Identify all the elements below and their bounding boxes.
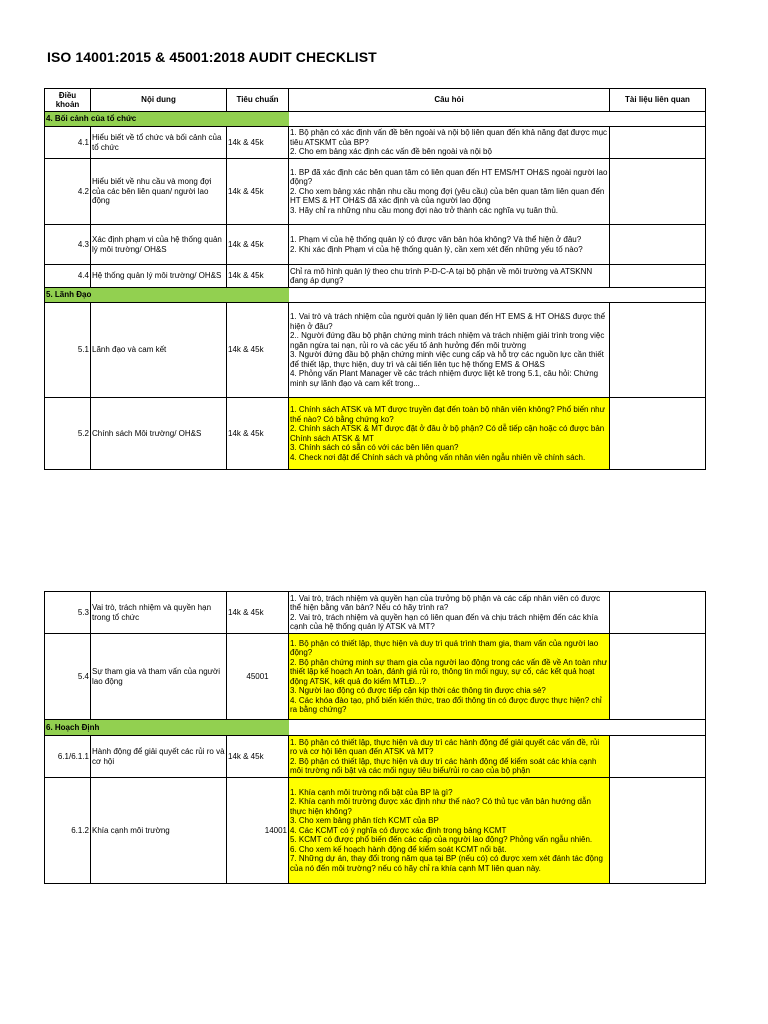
section-row [45,720,706,736]
question-cell [289,127,610,159]
clause-cell: 4.2 [45,159,91,225]
docs-cell [610,303,706,398]
header-content: Nội dung [91,89,227,112]
content-cell: Hiểu biết về tổ chức và bối cảnh của tổ chức [91,127,227,159]
table-row [45,778,706,884]
table-row [45,265,706,288]
question-cell [289,736,610,778]
header-standard: Tiêu chuẩn [227,89,289,112]
question-line: 4. Check nơi đặt để Chính sách và phỏng vấn nhân viên ngẫu nhiên về chính sách. [290,452,586,462]
header-clause: Điều khoản [45,89,91,112]
question-line: 4. Các KCMT có ý nghĩa có được xác định trong bảng KCMT [290,825,507,835]
docs-cell [610,265,706,288]
checklist-table-1 [44,88,706,470]
question-line: 1. Bộ phận có xác định vấn đề bên ngoài và nội bộ liên quan đến khả năng đạt được mục tiêu ATSKMT của BP? [290,128,608,147]
question-cell [289,398,610,470]
checklist-table-2 [44,591,706,884]
clause-cell: 6.1/6.1.1 [45,736,91,778]
question-line: 3. Người đứng đầu bộ phận chứng minh việc cung cấp và hỗ trợ các nguồn lực cần thiết để thiết lập, thực hiện, duy trì và cải tiến liên tục hệ thống EMS & OH&S [290,350,604,369]
content-cell: Hệ thống quản lý môi trường/ OH&S [91,265,227,288]
clause-cell: 4.1 [45,127,91,159]
question-line: 3. Chính sách có sẵn có với các bên liên quan? [290,443,459,452]
question-line: 3. Hãy chỉ ra những nhu cầu mong đợi nào trở thành các nghĩa vụ tuân thủ. [290,205,559,215]
question-cell [289,225,610,265]
question-line: 2. Bộ phận có thiết lập, thực hiện và duy trì các hành động để kiểm soát các khía cạnh môi trường nổi bật và các mối nguy tiêu biểu/rủi ro cao của bộ phận [290,756,597,775]
question-cell [289,265,610,288]
content-cell: Hiểu biết về nhu cầu và mong đợi của các bên liên quan/ người lao động [91,159,227,225]
docs-cell [610,127,706,159]
question-cell [289,634,610,720]
clause-cell: 4.4 [45,265,91,288]
content-cell: Vai trò, trách nhiệm và quyền hạn trong tổ chức [91,592,227,634]
question-line: 1. Bộ phận có thiết lập, thực hiện và duy trì quá trình tham gia, tham vấn của người lao động? [290,638,599,657]
page-title: ISO 14001:2015 & 45001:2018 AUDIT CHECKLIST [47,49,377,65]
question-line: 3. Người lao động có được tiếp cận kịp thời các thông tin được chia sẻ? [290,686,546,695]
question-cell [289,159,610,225]
section-row [45,288,706,303]
question-line: 3. Cho xem bảng phân tích KCMT của BP [290,816,439,826]
table-row [45,303,706,398]
question-line: 1. Bộ phận có thiết lập, thực hiện và duy trì các hành động để giải quyết các vấn đề, rủi ro và cơ hội liên quan đến ATSK và MT? [290,737,600,756]
docs-cell [610,634,706,720]
question-line: 1. Vai trò, trách nhiệm và quyền hạn của trưởng bộ phận và các cấp nhân viên có được thể hiện bằng văn bản? Nếu có hãy trình ra? [290,593,601,612]
docs-cell [610,592,706,634]
question-line: 4. Các khóa đào tạo, phổ biến kiến thức, trao đổi thông tin có được được thực hiện? chỉ ra bằng chứng? [290,695,602,714]
question-line: 1. Chính sách ATSK và MT được truyền đạt đến toàn bộ nhân viên không? Phổ biến như thế nào? Có bằng chứng ko? [290,405,605,424]
content-cell: Lãnh đạo và cam kết [91,303,227,398]
question-line: 5. KCMT có được phổ biến đến các cấp của người lao động? Phỏng vấn ngẫu nhiên. [290,835,593,845]
standard-cell: 14k & 45k [227,225,289,265]
table-row [45,127,706,159]
section-label: 4. Bối cảnh của tổ chức [45,112,289,127]
question-line: 6. Cho xem kế hoạch hành động để kiểm soát KCMT nổi bật. [290,844,507,854]
question-line: Chỉ ra mô hình quản lý theo chu trình P-D-C-A tại bộ phận về môi trường và ATSKNN đang áp dụng? [290,266,593,285]
docs-cell [610,398,706,470]
table-row [45,159,706,225]
standard-cell: 45001 [227,634,289,720]
question-line: 2. Cho xem bảng xác nhận nhu cầu mong đợi (yêu cầu) của bên quan tâm liên quan đến HT EMS & HT OH&S đã xác định và của người lao động [290,186,605,206]
content-cell: Xác định phạm vi của hệ thống quản lý môi trường/ OH&S [91,225,227,265]
content-cell: Hành động để giải quyết các rủi ro và cơ hội [91,736,227,778]
content-cell: Sự tham gia và tham vấn của người lao động [91,634,227,720]
table-header-row [45,89,706,112]
table-row [45,592,706,634]
section-label: 5. Lãnh Đạo [45,288,289,303]
question-line: 1. Vai trò và trách nhiệm của người quản lý liên quan đến HT EMS & HT OH&S được thể hiện ở đâu? [290,312,606,331]
docs-cell [610,778,706,884]
content-cell: Khía cạnh môi trường [91,778,227,884]
table-row [45,398,706,470]
standard-cell: 14k & 45k [227,159,289,225]
question-line: 2. Khía cạnh môi trường được xác định như thế nào? Có thủ tục văn bản hướng dẫn thực hiện không? [290,797,591,816]
standard-cell: 14k & 45k [227,265,289,288]
question-line: 2.. Người đứng đầu bộ phận chứng minh trách nhiệm và trách nhiệm giải trình trong việc ngăn ngừa tai nạn, rủi ro và các yếu tố ảnh hưởng đến môi trường [290,331,605,350]
question-line: 4. Phỏng vấn Plant Manager về các trách nhiệm được liệt kê trong 5.1, câu hỏi: Chứng minh sự lãnh đạo và cam kết trong... [290,369,599,388]
table-row [45,634,706,720]
question-cell [289,778,610,884]
standard-cell: 14k & 45k [227,736,289,778]
table-row [45,736,706,778]
content-cell: Chính sách Môi trường/ OH&S [91,398,227,470]
question-line: 1. BP đã xác định các bên quan tâm có liên quan đến HT EMS/HT OH&S ngoài người lao động? [290,167,608,187]
clause-cell: 5.3 [45,592,91,634]
docs-cell [610,159,706,225]
header-docs: Tài liệu liên quan [610,89,706,112]
clause-cell: 5.1 [45,303,91,398]
question-line: 2. Chính sách ATSK & MT được đặt ở đâu ở bộ phận? Có dễ tiếp cận hoặc có được bản Chính sách ATSK & MT [290,424,605,443]
question-line: 2. Cho em bảng xác định các vấn đề bên ngoài và nội bộ [290,147,492,157]
question-cell [289,303,610,398]
standard-cell: 14k & 45k [227,127,289,159]
question-cell [289,592,610,634]
clause-cell: 5.2 [45,398,91,470]
question-line: 1. Phạm vi của hệ thống quản lý có được văn bản hóa không? Và thể hiện ở đâu? [290,235,582,244]
question-line: 1. Khía cạnh môi trường nổi bật của BP là gì? [290,787,453,797]
question-line: 2. Bộ phận chứng minh sự tham gia của người lao động trong các vấn đề về An toàn như thiết lập kế hoạch An toàn, đánh giá rủi ro, thông tin mối nguy, sự cố, các kết quả hoạt động ATSK, kết quả đo kiểm MTLĐ...? [290,657,608,686]
table-row [45,225,706,265]
docs-cell [610,225,706,265]
section-row [45,112,706,127]
clause-cell: 5.4 [45,634,91,720]
clause-cell: 4.3 [45,225,91,265]
header-question: Câu hỏi [289,89,610,112]
question-line: 7. Những dự án, thay đổi trong năm qua tại BP (nếu có) có được xem xét đánh tác động của nó đến môi trường? nếu có hãy chỉ ra khía cạnh MT liên quan này. [290,854,603,873]
docs-cell [610,736,706,778]
standard-cell: 14k & 45k [227,303,289,398]
section-label: 6. Hoạch Định [45,720,289,736]
clause-cell: 6.1.2 [45,778,91,884]
question-line: 2. Vai trò, trách nhiệm và quyền hạn có liên quan đến và chịu trách nhiệm đến các khía cạnh của hệ thống quản lý ATSK và MT? [290,612,599,631]
question-line: 2. Khi xác định Phạm vi của hệ thống quản lý, cần xem xét đến những yếu tố nào? [290,244,583,254]
standard-cell: 14k & 45k [227,592,289,634]
standard-cell: 14001 [227,778,289,884]
standard-cell: 14k & 45k [227,398,289,470]
